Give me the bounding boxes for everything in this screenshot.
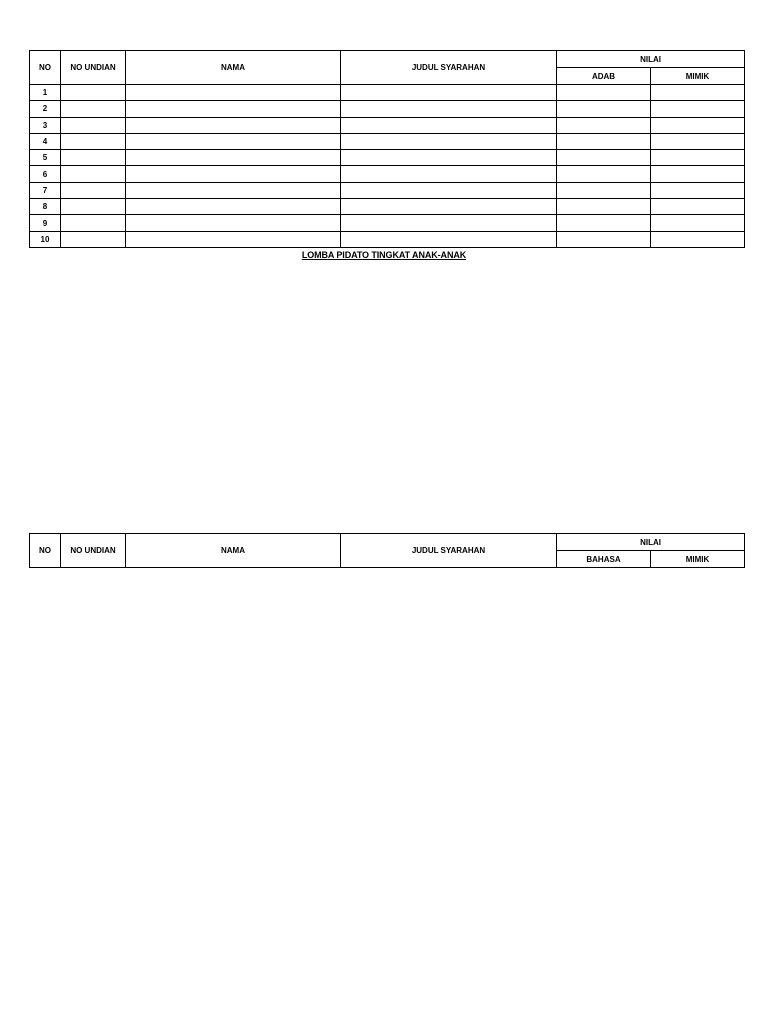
adab-cell: [557, 150, 651, 166]
score-table-adab-mimik: [29, 50, 745, 248]
judul-syarahan-cell: [341, 85, 557, 101]
judul-syarahan-cell: [341, 101, 557, 117]
judul-syarahan-cell: [341, 150, 557, 166]
row-number: 10: [30, 231, 61, 247]
table-row: [30, 166, 745, 182]
mimik-cell: [651, 215, 745, 231]
no-undian-cell: [61, 117, 126, 133]
row-number: 2: [30, 101, 61, 117]
row-number: 4: [30, 133, 61, 149]
judul-syarahan-cell: [341, 117, 557, 133]
document-title: LOMBA PIDATO TINGKAT ANAK-ANAK: [301, 250, 467, 260]
header-bahasa: BAHASA: [557, 551, 651, 568]
header-no-undian: NO UNDIAN: [61, 51, 126, 85]
table-row: [30, 199, 745, 215]
header-nilai: NILAI: [557, 51, 745, 68]
nama-cell: [126, 182, 341, 198]
judul-syarahan-cell: [341, 231, 557, 247]
mimik-cell: [651, 101, 745, 117]
judul-syarahan-cell: [341, 133, 557, 149]
table-row: [30, 101, 745, 117]
mimik-cell: [651, 85, 745, 101]
nama-cell: [126, 101, 341, 117]
no-undian-cell: [61, 150, 126, 166]
header-no: NO: [30, 51, 61, 85]
nama-cell: [126, 133, 341, 149]
nama-cell: [126, 215, 341, 231]
table-row: [30, 85, 745, 101]
header-judul-syarahan: JUDUL SYARAHAN: [341, 51, 557, 85]
adab-cell: [557, 117, 651, 133]
header-no-undian: NO UNDIAN: [61, 534, 126, 568]
nama-cell: [126, 85, 341, 101]
row-number: 9: [30, 215, 61, 231]
no-undian-cell: [61, 101, 126, 117]
adab-cell: [557, 182, 651, 198]
mimik-cell: [651, 231, 745, 247]
adab-cell: [557, 85, 651, 101]
header-adab: ADAB: [557, 68, 651, 85]
row-number: 6: [30, 166, 61, 182]
no-undian-cell: [61, 182, 126, 198]
judul-syarahan-cell: [341, 199, 557, 215]
judul-syarahan-cell: [341, 166, 557, 182]
header-nama: NAMA: [126, 51, 341, 85]
no-undian-cell: [61, 199, 126, 215]
adab-cell: [557, 133, 651, 149]
row-number: 8: [30, 199, 61, 215]
mimik-cell: [651, 150, 745, 166]
nama-cell: [126, 150, 341, 166]
no-undian-cell: [61, 133, 126, 149]
table-row: [30, 182, 745, 198]
table-row: [30, 215, 745, 231]
judul-syarahan-cell: [341, 215, 557, 231]
mimik-cell: [651, 182, 745, 198]
mimik-cell: [651, 199, 745, 215]
no-undian-cell: [61, 85, 126, 101]
row-number: 7: [30, 182, 61, 198]
mimik-cell: [651, 166, 745, 182]
judul-syarahan-cell: [341, 182, 557, 198]
header-nilai: NILAI: [557, 534, 745, 551]
table-row: [30, 133, 745, 149]
table-row: [30, 231, 745, 247]
nama-cell: [126, 117, 341, 133]
score-table-bahasa-mimik: [29, 533, 745, 568]
table-row: [30, 117, 745, 133]
no-undian-cell: [61, 166, 126, 182]
mimik-cell: [651, 133, 745, 149]
header-judul-syarahan: JUDUL SYARAHAN: [341, 534, 557, 568]
header-mimik: MIMIK: [651, 551, 745, 568]
header-nama: NAMA: [126, 534, 341, 568]
adab-cell: [557, 231, 651, 247]
mimik-cell: [651, 117, 745, 133]
nama-cell: [126, 166, 341, 182]
adab-cell: [557, 199, 651, 215]
adab-cell: [557, 101, 651, 117]
adab-cell: [557, 166, 651, 182]
table-row: [30, 150, 745, 166]
nama-cell: [126, 231, 341, 247]
header-mimik: MIMIK: [651, 68, 745, 85]
nama-cell: [126, 199, 341, 215]
adab-cell: [557, 215, 651, 231]
header-no: NO: [30, 534, 61, 568]
row-number: 3: [30, 117, 61, 133]
row-number: 1: [30, 85, 61, 101]
row-number: 5: [30, 150, 61, 166]
no-undian-cell: [61, 215, 126, 231]
no-undian-cell: [61, 231, 126, 247]
